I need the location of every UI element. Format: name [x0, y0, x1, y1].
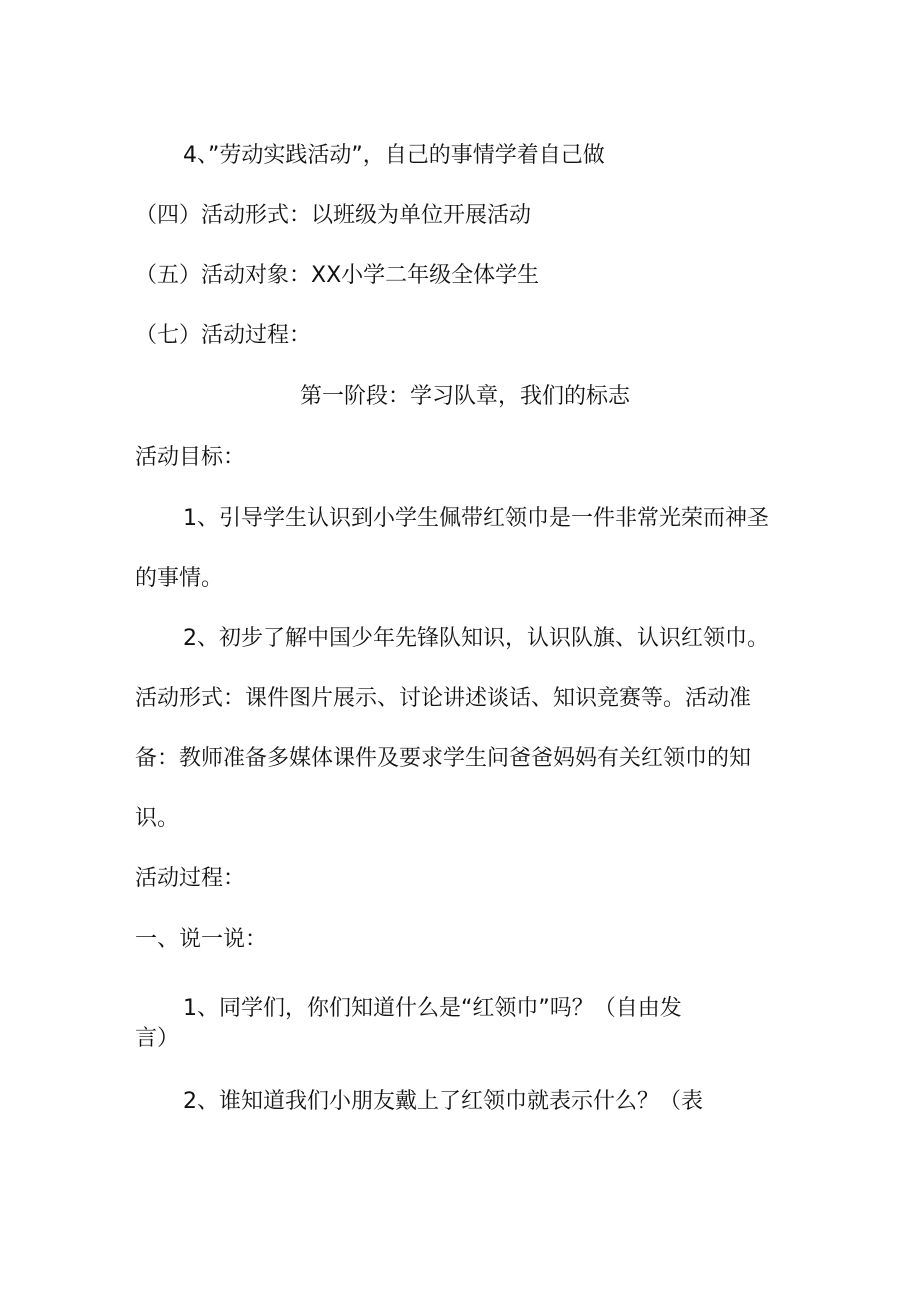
item-4-text: 4、”劳动实践活动”，自己的事情学着自己做 — [183, 143, 605, 168]
goal-1-line-1: 1、引导学生认识到小学生佩带红领巾是一件非常光荣而神圣 — [183, 506, 769, 531]
section-four-text: （四）活动形式：以班级为单位开展活动 — [135, 203, 532, 228]
goal-2-text: 2、初步了解中国少年先锋队知识，认识队旗、认识红领巾。 — [183, 626, 769, 651]
section-seven-heading: （七）活动过程： — [135, 323, 312, 348]
part-one-heading: 一、说一说： — [135, 927, 268, 952]
stage-title: 第一阶段：学习队章，我们的标志 — [300, 384, 631, 409]
form-line-1: 活动形式：课件图片展示、讨论讲述谈话、知识竞赛等。活动准 — [135, 686, 752, 711]
section-five-text: （五）活动对象：XX小学二年级全体学生 — [135, 263, 540, 288]
form-line-3: 识。 — [135, 806, 180, 831]
process-heading: 活动过程： — [135, 866, 246, 891]
form-line-2: 备：教师准备多媒体课件及要求学生问爸爸妈妈有关红领巾的知 — [135, 746, 752, 771]
goal-heading: 活动目标： — [135, 445, 246, 470]
question-1-line-1: 1、同学们，你们知道什么是“红领巾”吗？（自由发 — [183, 996, 682, 1021]
question-2-line-1: 2、谁知道我们小朋友戴上了红领巾就表示什么？（表 — [183, 1089, 703, 1114]
question-1-line-2: 言） — [135, 1026, 180, 1051]
goal-1-line-2: 的事情。 — [135, 566, 224, 591]
